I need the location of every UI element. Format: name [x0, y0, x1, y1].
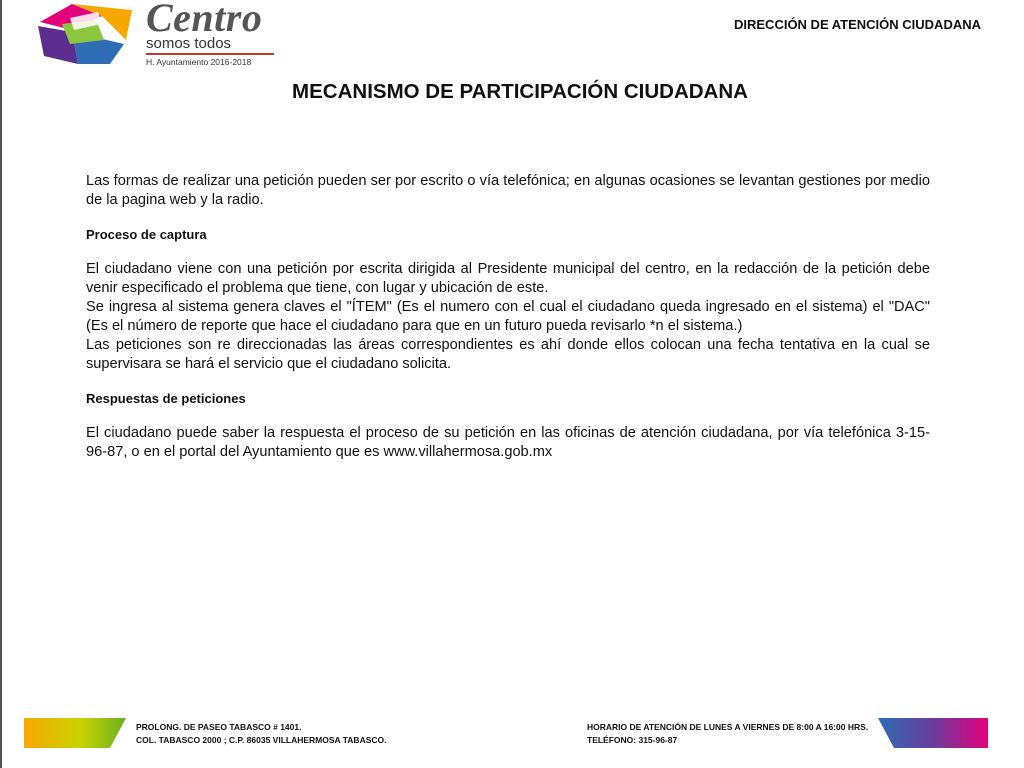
- logo-tagline: somos todos: [146, 35, 232, 52]
- centro-logo-mark-icon: [32, 0, 138, 68]
- capture-paragraph-3: Las peticiones son re direccionadas las áreas correspondientes es ahí donde ellos colocan una fecha tentativa en la cual se supervisara se hará el servicio que el ciudadano solicita.: [86, 337, 930, 372]
- footer-address-line-1: PROLONG. DE PASEO TABASCO # 1401.: [136, 722, 302, 732]
- page-left-border: [0, 0, 2, 768]
- department-name: DIRECCIÓN DE ATENCIÓN CIUDADANA: [734, 17, 981, 32]
- document-body: [86, 172, 930, 462]
- section-heading-responses: Respuestas de peticiones: [86, 391, 246, 406]
- section-heading-capture: Proceso de captura: [86, 227, 207, 242]
- footer-hours: [587, 721, 868, 747]
- footer-hours-line-1: HORARIO DE ATENCIÓN DE LUNES A VIERNES DE 8:00 A 16:00 HRS.: [587, 722, 869, 732]
- logo-period: H. Ayuntamiento 2016-2018: [146, 57, 252, 67]
- footer-address-line-2: COL. TABASCO 2000 ; C.P. 86035 VILLAHERMOSA TABASCO.: [136, 735, 387, 745]
- logo-divider: [146, 53, 274, 55]
- centro-logo: [28, 0, 288, 70]
- responses-paragraph: El ciudadano puede saber la respuesta el proceso de su petición en las oficinas de atención ciudadana, por vía telefónica 3-15-96-87, o en el portal del Ayuntamiento que es www.villahermosa.gob.mx: [86, 425, 930, 460]
- capture-paragraph-2: Se ingresa al sistema genera claves el "ÍTEM" (Es el numero con el cual el ciudadano queda ingresado en el sistema) el "DAC"(Es el número de reporte que hace el ciudadano para que en un futuro pueda revisarlo *n el sistema.): [86, 299, 930, 334]
- logo-wordmark: Centro: [146, 0, 263, 40]
- intro-paragraph: Las formas de realizar una petición pueden ser por escrito o vía telefónica; en algunas ocasiones se levantan gestiones por medio de la pagina web y la radio.: [86, 173, 930, 208]
- footer-right-color-bar: [878, 718, 988, 748]
- footer-address: [136, 721, 386, 747]
- page-title: MECANISMO DE PARTICIPACIÓN CIUDADANA: [292, 80, 748, 103]
- capture-paragraph-1: El ciudadano viene con una petición por escrita dirigida al Presidente municipal del centro, en la redacción de la petición debe venir especificado el problema que tiene, con lugar y ubicación de este.: [86, 261, 930, 296]
- footer-left-color-bar: [24, 718, 126, 748]
- footer-phone-line: TELÉFONO: 315-96-87: [587, 735, 678, 745]
